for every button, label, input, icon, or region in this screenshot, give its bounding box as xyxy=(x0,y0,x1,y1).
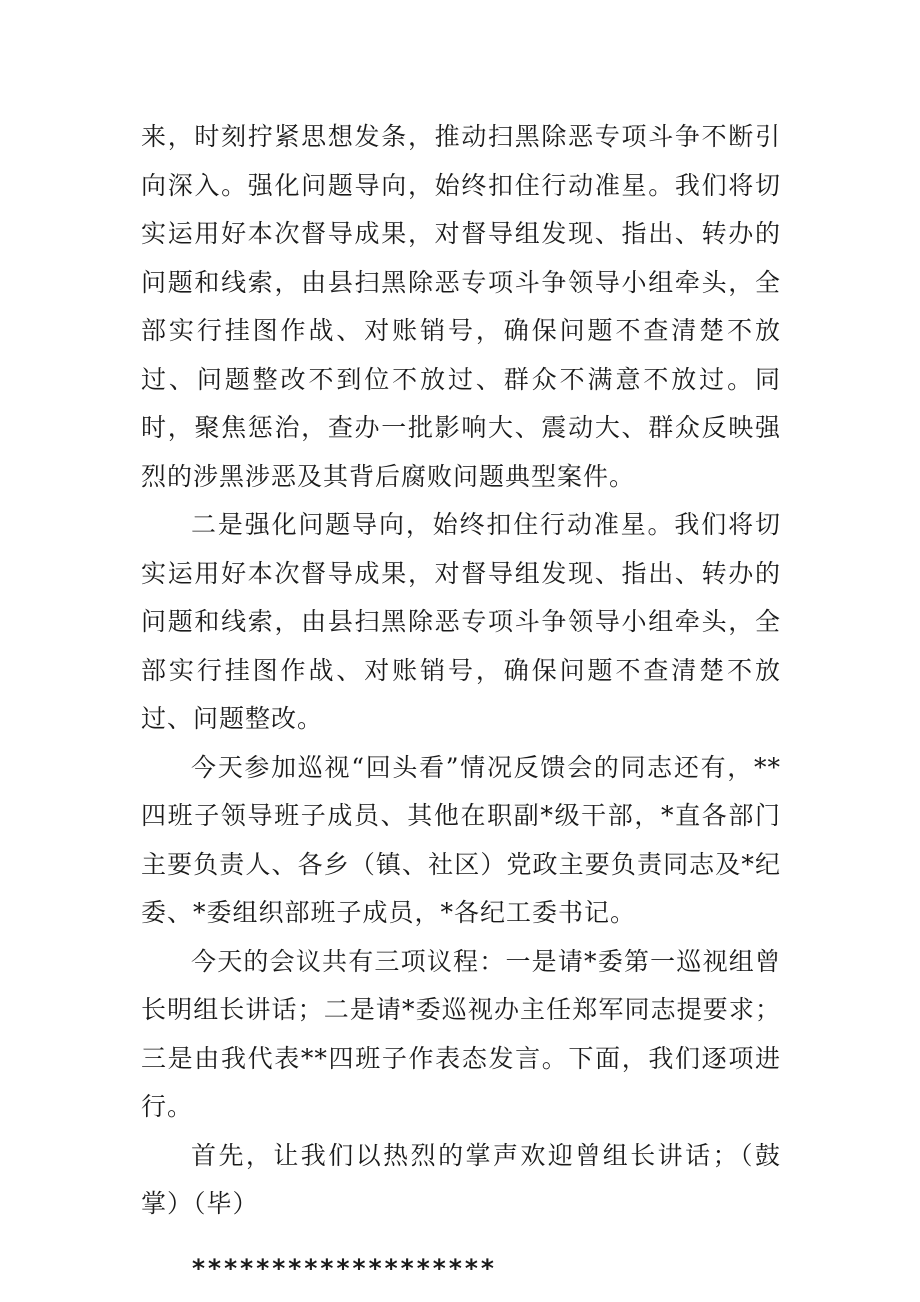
paragraph-agenda: 今天的会议共有三项议程：一是请*委第一巡视组曾长明组长讲话；二是请*委巡视办主任郑军同志提要求；三是由我代表**四班子作表态发言。下面，我们逐项进行。 xyxy=(141,946,781,1121)
paragraph-opening-applause: 首先，让我们以热烈的掌声欢迎曾组长讲话；（鼓掌）（毕） xyxy=(141,1140,781,1218)
document-body xyxy=(141,113,781,1289)
paragraph-second-point: 二是强化问题导向，始终扣住行动准星。我们将切实运用好本次督导成果，对督导组发现、指出、转办的问题和线索，由县扫黑除恶专项斗争领导小组牵头，全部实行挂图作战、对账销号，确保问题不查清楚不放过、问题整改。 xyxy=(141,510,781,733)
section-separator: ******************* xyxy=(191,1253,496,1283)
paragraph-continuation: 来，时刻拧紧思想发条，推动扫黑除恶专项斗争不断引向深入。强化问题导向，始终扣住行动准星。我们将切实运用好本次督导成果，对督导组发现、指出、转办的问题和线索，由县扫黑除恶专项斗争领导小组牵头，全部实行挂图作战、对账销号，确保问题不查清楚不放过、问题整改不到位不放过、群众不满意不放过。同时，聚焦惩治，查办一批影响大、震动大、群众反映强烈的涉黑涉恶及其背后腐败问题典型案件。 xyxy=(141,122,781,491)
paragraph-attendees: 今天参加巡视“回头看”情况反馈会的同志还有，**四班子领导班子成员、其他在职副*级干部，*直各部门主要负责人、各乡（镇、社区）党政主要负责同志及*纪委、*委组织部班子成员，*各纪工委书记。 xyxy=(141,752,781,927)
